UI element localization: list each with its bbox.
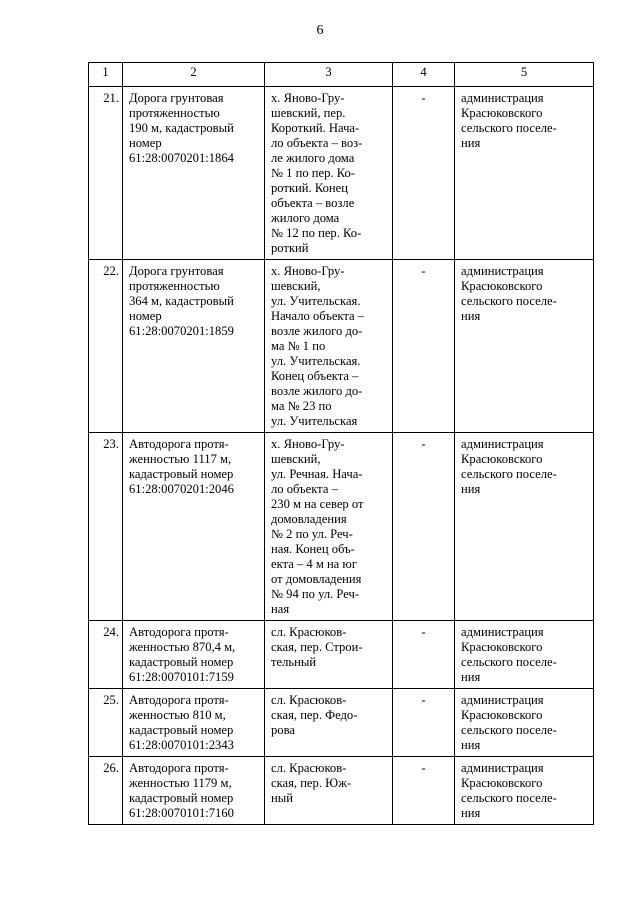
object-name-line: 61:28:0070201:1864 xyxy=(129,151,234,165)
owner-cell xyxy=(455,757,594,825)
object-location-line: роткий. Конец xyxy=(271,181,348,195)
row-number: 23. xyxy=(89,433,123,621)
object-location-cell xyxy=(265,260,393,433)
object-location-line: жилого дома xyxy=(271,211,340,225)
table-row xyxy=(89,621,594,689)
table-row xyxy=(89,757,594,825)
object-location-line: 230 м на север от xyxy=(271,497,364,511)
object-location-line: х. Яново-Гру- xyxy=(271,264,345,278)
owner-line: сельского поселе- xyxy=(461,467,557,481)
object-location-line: ская, пер. Строи- xyxy=(271,640,363,654)
object-name-line: Автодорога протя- xyxy=(129,761,229,775)
object-name-line: кадастровый номер xyxy=(129,791,234,805)
column-4-cell: - xyxy=(393,621,455,689)
owner-line: Красюковского xyxy=(461,640,543,654)
object-location-line: х. Яново-Гру- xyxy=(271,91,345,105)
row-number: 22. xyxy=(89,260,123,433)
table-row xyxy=(89,260,594,433)
object-location-line: ная xyxy=(271,602,290,616)
owner-line: ния xyxy=(461,806,481,820)
object-name-line: кадастровый номер xyxy=(129,723,234,737)
object-name-cell xyxy=(123,757,265,825)
row-number: 26. xyxy=(89,757,123,825)
table-header-row xyxy=(89,63,594,87)
owner-line: администрация xyxy=(461,693,544,707)
column-4-cell: - xyxy=(393,87,455,260)
owner-line: сельского поселе- xyxy=(461,121,557,135)
owner-cell xyxy=(455,621,594,689)
owner-line: ния xyxy=(461,670,481,684)
object-location-line: № 1 по пер. Ко- xyxy=(271,166,355,180)
property-table xyxy=(88,62,594,825)
page-number: 6 xyxy=(316,23,324,38)
column-header-4: 4 xyxy=(393,63,455,87)
object-name-line: Автодорога протя- xyxy=(129,625,229,639)
object-location-cell xyxy=(265,757,393,825)
column-header-5: 5 xyxy=(455,63,594,87)
column-header-3: 3 xyxy=(265,63,393,87)
object-location-line: ло объекта – xyxy=(271,482,338,496)
object-name-line: номер xyxy=(129,309,162,323)
object-location-line: № 2 по ул. Реч- xyxy=(271,527,353,541)
owner-line: Красюковского xyxy=(461,776,543,790)
object-location-line: шевский, xyxy=(271,279,321,293)
object-location-line: роткий xyxy=(271,241,309,255)
owner-line: администрация xyxy=(461,264,544,278)
owner-line: сельского поселе- xyxy=(461,723,557,737)
object-name-line: протяженностью xyxy=(129,106,220,120)
object-location-cell xyxy=(265,621,393,689)
object-location-line: возле жилого до- xyxy=(271,324,363,338)
object-name-line: кадастровый номер xyxy=(129,655,234,669)
object-name-line: женностью 1117 м, xyxy=(129,452,232,466)
object-location-line: шевский, xyxy=(271,452,321,466)
object-location-line: ная. Конец объ- xyxy=(271,542,355,556)
object-location-line: объекта – возле xyxy=(271,196,355,210)
object-location-line: от домовладения xyxy=(271,572,362,586)
object-name-line: 190 м, кадастровый xyxy=(129,121,234,135)
object-location-line: тельный xyxy=(271,655,317,669)
object-name-line: Автодорога протя- xyxy=(129,693,229,707)
owner-line: ния xyxy=(461,136,481,150)
owner-line: администрация xyxy=(461,625,544,639)
object-location-line: ный xyxy=(271,791,293,805)
object-location-line: ул. Речная. Нача- xyxy=(271,467,363,481)
owner-line: ния xyxy=(461,309,481,323)
column-4-cell: - xyxy=(393,689,455,757)
object-name-line: 61:28:0070101:7160 xyxy=(129,806,234,820)
owner-line: ния xyxy=(461,738,481,752)
table-row xyxy=(89,689,594,757)
table-row xyxy=(89,433,594,621)
object-location-line: домовладения xyxy=(271,512,347,526)
owner-line: сельского поселе- xyxy=(461,655,557,669)
object-location-line: № 12 по пер. Ко- xyxy=(271,226,362,240)
object-location-line: екта – 4 м на юг xyxy=(271,557,357,571)
column-4-cell: - xyxy=(393,757,455,825)
owner-cell xyxy=(455,87,594,260)
object-location-line: сл. Красюков- xyxy=(271,693,347,707)
object-location-line: ская, пер. Федо- xyxy=(271,708,358,722)
object-location-line: рова xyxy=(271,723,295,737)
object-location-line: ма № 1 по xyxy=(271,339,326,353)
owner-line: Красюковского xyxy=(461,279,543,293)
object-name-cell xyxy=(123,621,265,689)
owner-cell xyxy=(455,260,594,433)
owner-line: сельского поселе- xyxy=(461,294,557,308)
object-name-cell xyxy=(123,87,265,260)
owner-line: Красюковского xyxy=(461,452,543,466)
column-4-cell: - xyxy=(393,433,455,621)
owner-line: Красюковского xyxy=(461,106,543,120)
column-header-1: 1 xyxy=(89,63,123,87)
column-header-2: 2 xyxy=(123,63,265,87)
object-name-line: 61:28:0070201:1859 xyxy=(129,324,234,338)
object-name-line: кадастровый номер xyxy=(129,467,234,481)
row-number: 25. xyxy=(89,689,123,757)
table-row xyxy=(89,87,594,260)
owner-line: администрация xyxy=(461,437,544,451)
object-location-line: № 94 по ул. Реч- xyxy=(271,587,360,601)
object-name-line: 61:28:0070101:7159 xyxy=(129,670,234,684)
object-location-line: Короткий. Нача- xyxy=(271,121,360,135)
object-location-cell xyxy=(265,87,393,260)
object-name-line: женностью 1179 м, xyxy=(129,776,232,790)
owner-cell xyxy=(455,433,594,621)
object-location-line: ул. Учительская. xyxy=(271,354,361,368)
object-location-line: ма № 23 по xyxy=(271,399,332,413)
owner-line: Красюковского xyxy=(461,708,543,722)
object-name-line: женностью 870,4 м, xyxy=(129,640,236,654)
object-name-line: 61:28:0070201:2046 xyxy=(129,482,234,496)
object-location-line: ская, пер. Юж- xyxy=(271,776,352,790)
object-location-cell xyxy=(265,689,393,757)
owner-line: ния xyxy=(461,482,481,496)
owner-cell xyxy=(455,689,594,757)
object-name-line: Дорога грунтовая xyxy=(129,91,224,105)
object-location-line: ул. Учительская xyxy=(271,414,358,428)
object-location-line: шевский, пер. xyxy=(271,106,346,120)
row-number: 24. xyxy=(89,621,123,689)
object-name-line: женностью 810 м, xyxy=(129,708,226,722)
owner-line: администрация xyxy=(461,761,544,775)
owner-line: администрация xyxy=(461,91,544,105)
object-location-line: Начало объекта – xyxy=(271,309,365,323)
object-location-line: сл. Красюков- xyxy=(271,625,347,639)
object-location-line: ло объекта – воз- xyxy=(271,136,363,150)
object-name-line: Дорога грунтовая xyxy=(129,264,224,278)
column-4-cell: - xyxy=(393,260,455,433)
row-number: 21. xyxy=(89,87,123,260)
table-body xyxy=(89,87,594,825)
object-name-line: 364 м, кадастровый xyxy=(129,294,234,308)
object-name-cell xyxy=(123,689,265,757)
object-name-line: 61:28:0070101:2343 xyxy=(129,738,234,752)
object-location-line: возле жилого до- xyxy=(271,384,363,398)
object-location-line: х. Яново-Гру- xyxy=(271,437,345,451)
object-name-line: Автодорога протя- xyxy=(129,437,229,451)
object-name-line: номер xyxy=(129,136,162,150)
object-name-cell xyxy=(123,433,265,621)
object-location-line: ул. Учительская. xyxy=(271,294,361,308)
object-location-line: сл. Красюков- xyxy=(271,761,347,775)
object-name-cell xyxy=(123,260,265,433)
object-name-line: протяженностью xyxy=(129,279,220,293)
object-location-line: Конец объекта – xyxy=(271,369,359,383)
object-location-cell xyxy=(265,433,393,621)
owner-line: сельского поселе- xyxy=(461,791,557,805)
object-location-line: ле жилого дома xyxy=(271,151,355,165)
